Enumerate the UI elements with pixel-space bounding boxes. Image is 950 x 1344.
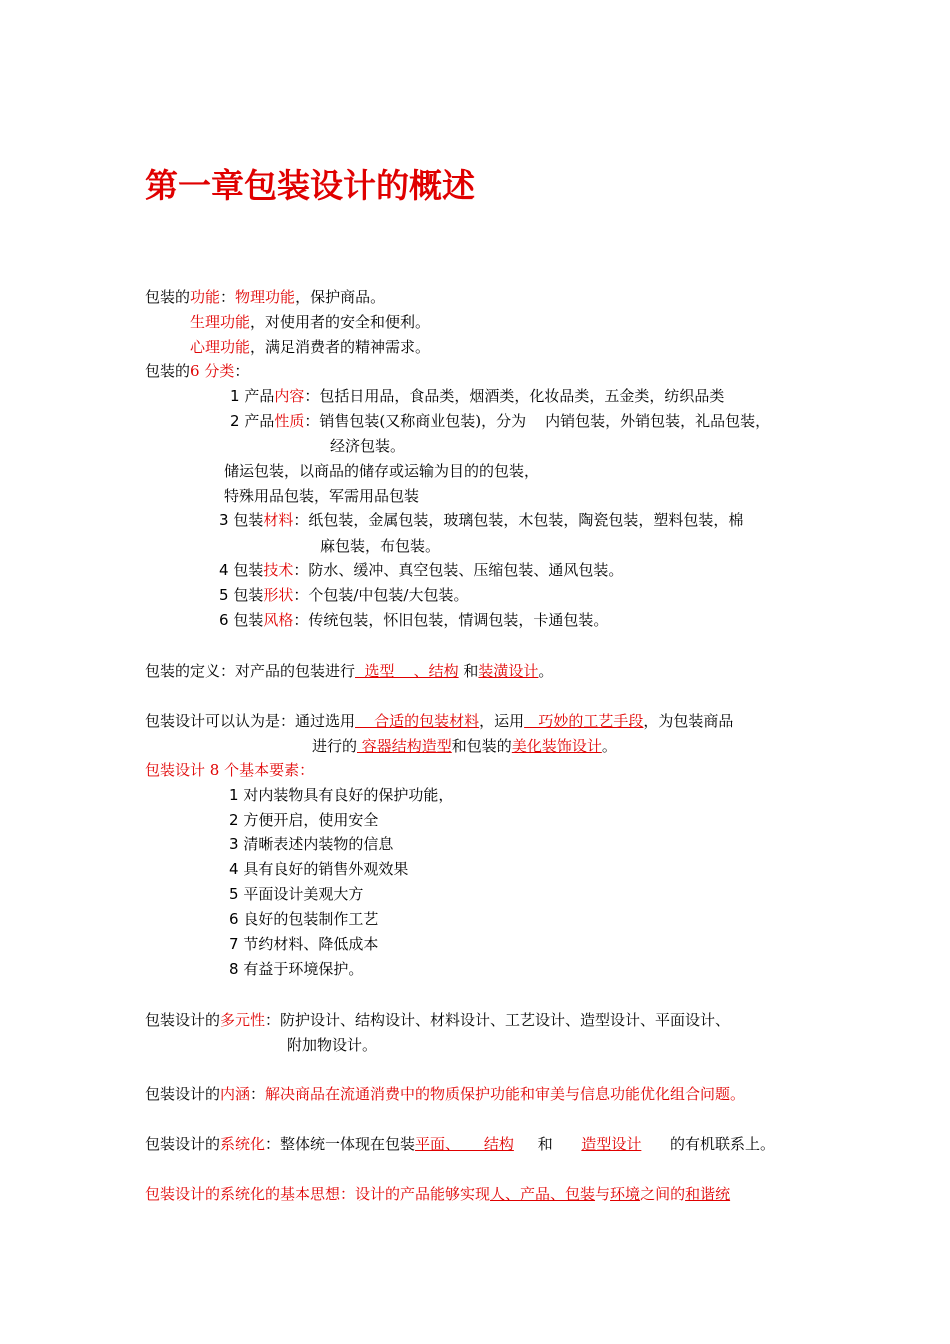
diversity-text: ：防护设计、结构设计、材料设计、工艺设计、造型设计、平面设计、 — [265, 1011, 731, 1029]
thought-prefix: 包装设计的系统化的基本思想：设计的产品能够实现 — [145, 1185, 491, 1203]
system-end: 的有机联系上。 — [641, 1135, 775, 1153]
design-cont-prefix: 进行的 — [312, 737, 358, 755]
design-blank: 合适的包装材料 — [355, 712, 480, 730]
diversity-line — [145, 1010, 730, 1030]
classification-prefix: 包装的 — [145, 362, 191, 380]
design-mid: ，运用 — [479, 712, 525, 730]
item-label: 材料 — [263, 511, 294, 529]
connotation-prefix: 包装设计的 — [145, 1085, 221, 1103]
classification-label: 6 分类 — [190, 362, 235, 380]
thought-mid: 之间的 — [640, 1185, 686, 1203]
system-line — [145, 1134, 775, 1154]
element-item — [229, 785, 453, 805]
element-item — [229, 909, 378, 929]
elements-heading-text: 包装设计 8 个基本要素 — [145, 761, 300, 779]
item-text: ：防水、缓冲、真空包装、压缩包装、通风包装。 — [293, 561, 624, 579]
element-number: 8 — [229, 960, 239, 978]
element-text: 清晰表述内装物的信息 — [243, 835, 394, 853]
item-number: 4 — [219, 561, 229, 579]
connotation-line — [145, 1084, 745, 1104]
item-number: 2 — [230, 412, 240, 430]
item-prefix: 产品 — [244, 412, 275, 430]
item-label: 内容 — [274, 387, 305, 405]
element-item — [229, 934, 378, 954]
item-label: 技术 — [263, 561, 294, 579]
system-blank: 平面、 结构 — [415, 1135, 514, 1153]
classification-item — [219, 610, 608, 630]
classification-colon: ： — [234, 362, 250, 380]
design-cont-mid: 和包装的 — [451, 737, 512, 755]
element-text: 对内装物具有良好的保护功能， — [243, 786, 454, 804]
definition-blank: 装潢设计 — [478, 662, 539, 680]
classification-item — [219, 560, 623, 580]
design-blank: 容器结构造型 — [357, 737, 452, 755]
diversity-continuation: 附加物设计。 — [287, 1036, 378, 1054]
element-number: 1 — [229, 786, 239, 804]
function-item-name: 心理功能 — [190, 338, 251, 356]
classification-item — [230, 386, 724, 406]
element-number: 4 — [229, 860, 239, 878]
system-label: 系统化 — [220, 1135, 266, 1153]
element-text: 有益于环境保护。 — [243, 960, 364, 978]
special-packaging-line: 特殊用品包装，军需用品包装 — [224, 487, 420, 505]
function-colon: ： — [220, 288, 236, 306]
classification-item — [230, 411, 770, 431]
item-number: 1 — [230, 387, 240, 405]
item-label: 风格 — [263, 611, 294, 629]
thought-blank: 人、产品、包装 — [490, 1185, 596, 1203]
item-prefix: 产品 — [244, 387, 275, 405]
design-prefix: 包装设计可以认为是：通过选用 — [145, 712, 356, 730]
element-number: 2 — [229, 811, 239, 829]
element-text: 平面设计美观大方 — [243, 885, 364, 903]
thought-mid: 与 — [595, 1185, 611, 1203]
element-item — [229, 834, 393, 854]
classification-item — [219, 585, 468, 605]
item-text: ：个包装/中包装/大包装。 — [293, 586, 469, 604]
definition-end: 。 — [538, 662, 554, 680]
design-cont-end: 。 — [601, 737, 617, 755]
item-prefix: 包装 — [233, 586, 264, 604]
item-text: ：包括日用品，食品类，烟酒类，化妆品类，五金类，纺织品类 — [304, 387, 725, 405]
classification-item — [219, 510, 743, 530]
item-number: 5 — [219, 586, 229, 604]
item-text: ：销售包装(又称商业包装)，分为 内销包装，外销包装，礼品包装， — [304, 412, 771, 430]
function-line — [190, 312, 430, 332]
design-line — [145, 711, 733, 731]
diversity-prefix: 包装设计的 — [145, 1011, 221, 1029]
element-text: 方便开启，使用安全 — [243, 811, 379, 829]
element-number: 7 — [229, 935, 239, 953]
element-item — [229, 859, 408, 879]
element-item — [229, 959, 363, 979]
elements-colon: ： — [299, 761, 315, 779]
system-text: ：整体统一体现在包装 — [265, 1135, 416, 1153]
diversity-label: 多元性 — [220, 1011, 266, 1029]
function-line — [190, 337, 430, 357]
definition-mid: 和 — [458, 662, 479, 680]
thought-blank: 环境 — [610, 1185, 641, 1203]
design-blank: 巧妙的工艺手段 — [524, 712, 644, 730]
function-label: 功能 — [190, 288, 221, 306]
element-number: 5 — [229, 885, 239, 903]
element-item — [229, 884, 363, 904]
item-label: 形状 — [263, 586, 294, 604]
item-prefix: 包装 — [233, 511, 264, 529]
item-prefix: 包装 — [233, 611, 264, 629]
connotation-label: 内涵 — [220, 1085, 251, 1103]
item-number: 6 — [219, 611, 229, 629]
item-text: ：纸包装，金属包装，玻璃包装，木包装，陶瓷包装，塑料包装，棉 — [293, 511, 744, 529]
function-item-name: 生理功能 — [190, 313, 251, 331]
connotation-text: 解决商品在流通消费中的物质保护功能和审美与信息功能优化组合问题。 — [265, 1085, 746, 1103]
item-prefix: 包装 — [233, 561, 264, 579]
system-prefix: 包装设计的 — [145, 1135, 221, 1153]
function-item-desc: ，对使用者的安全和便利。 — [250, 313, 431, 331]
function-item-desc: ，满足消费者的精神需求。 — [250, 338, 431, 356]
definition-prefix: 包装的定义：对产品的包装进行 — [145, 662, 356, 680]
thought-line — [145, 1184, 730, 1204]
thought-blank: 和谐统 — [685, 1185, 731, 1203]
definition-line — [145, 661, 553, 681]
design-blank: 美化装饰设计 — [511, 737, 602, 755]
function-item-desc: ，保护商品。 — [295, 288, 386, 306]
connotation-colon: ： — [250, 1085, 266, 1103]
design-continuation — [312, 736, 617, 756]
design-end: ，为包装商品 — [643, 712, 734, 730]
element-item — [229, 810, 378, 830]
chapter-title: 第一章包装设计的概述 — [145, 166, 475, 205]
classification-heading — [145, 361, 249, 381]
element-text: 良好的包装制作工艺 — [243, 910, 379, 928]
item-number: 3 — [219, 511, 229, 529]
system-blank: 造型设计 — [581, 1135, 642, 1153]
function-line — [145, 287, 385, 307]
definition-blank: 选型 、结构 — [355, 662, 459, 680]
element-text: 节约材料、降低成本 — [243, 935, 379, 953]
function-prefix: 包装的 — [145, 288, 191, 306]
item-text: ：传统包装，怀旧包装，情调包装，卡通包装。 — [293, 611, 609, 629]
elements-heading — [145, 760, 314, 780]
item-continuation: 经济包装。 — [330, 437, 406, 455]
system-mid: 和 — [513, 1135, 582, 1153]
item-label: 性质 — [274, 412, 305, 430]
element-text: 具有良好的销售外观效果 — [243, 860, 409, 878]
element-number: 3 — [229, 835, 239, 853]
storage-packaging-line: 储运包装，以商品的储存或运输为目的的包装， — [224, 462, 540, 480]
item-continuation: 麻包装，布包装。 — [320, 537, 441, 555]
element-number: 6 — [229, 910, 239, 928]
function-item-name: 物理功能 — [235, 288, 296, 306]
